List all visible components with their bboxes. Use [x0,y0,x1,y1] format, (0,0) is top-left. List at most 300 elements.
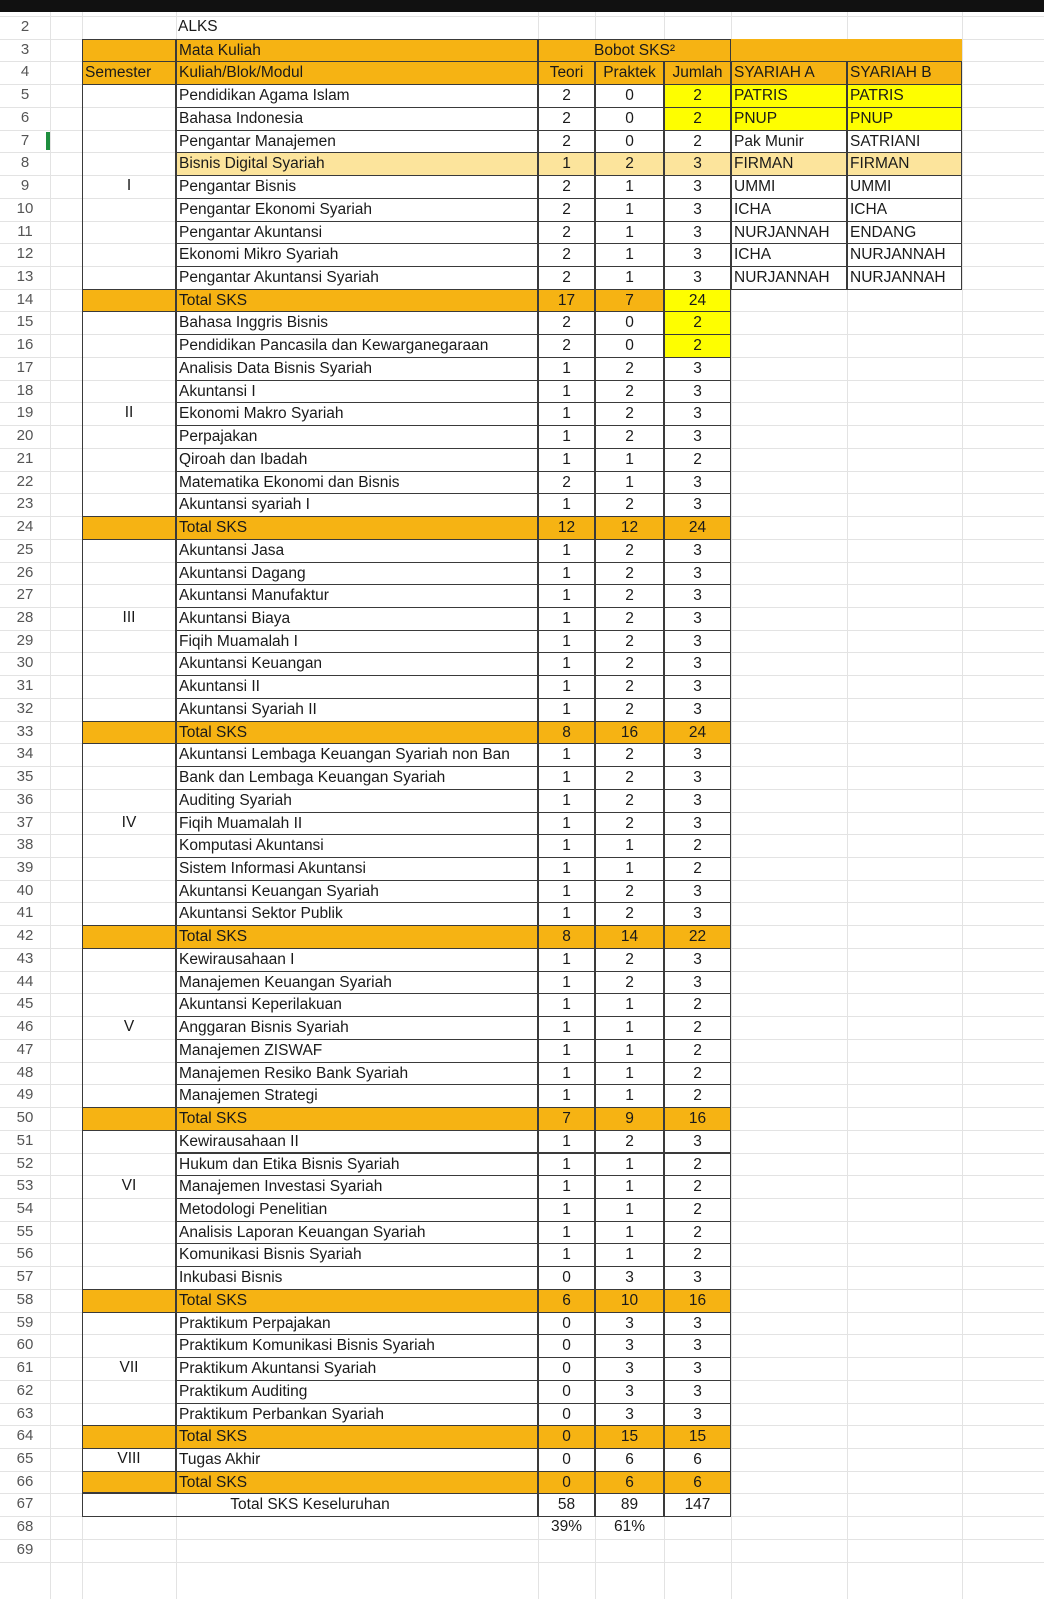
praktek-value[interactable]: 15 [595,1425,664,1449]
jumlah-value[interactable]: 3 [664,698,731,722]
teori-value[interactable]: 1 [538,1016,595,1040]
teori-value[interactable]: 0 [538,1312,595,1336]
course-name[interactable]: Komputasi Akuntansi [176,834,538,858]
praktek-value[interactable]: 1 [595,834,664,858]
semester-cell[interactable] [82,834,176,858]
semester-cell[interactable] [82,789,176,813]
syariah-a-lecturer[interactable]: Pak Munir [731,130,847,154]
jumlah-value[interactable]: 3 [664,425,731,449]
course-name[interactable]: Pendidikan Agama Islam [176,84,538,108]
semester-cell[interactable] [82,857,176,881]
praktek-value[interactable]: 1 [595,1039,664,1063]
teori-value[interactable]: 1 [538,357,595,381]
syariah-a-lecturer[interactable]: UMMI [731,175,847,199]
praktek-value[interactable]: 2 [595,789,664,813]
course-name[interactable]: Pengantar Manajemen [176,130,538,154]
praktek-value[interactable]: 2 [595,402,664,426]
grand-total-jumlah[interactable]: 147 [664,1493,731,1517]
semester-cell[interactable] [82,289,176,313]
teori-value[interactable]: 0 [538,1471,595,1495]
praktek-value[interactable]: 2 [595,880,664,904]
praktek-value[interactable]: 2 [595,425,664,449]
course-name[interactable]: Ekonomi Makro Syariah [176,402,538,426]
semester-cell[interactable] [82,493,176,517]
jumlah-value[interactable]: 3 [664,652,731,676]
teori-value[interactable]: 1 [538,1175,595,1199]
semester-cell[interactable] [82,1153,176,1177]
jumlah-value[interactable]: 3 [664,812,731,836]
course-name[interactable]: Akuntansi syariah I [176,493,538,517]
semester-cell[interactable] [82,380,176,404]
praktek-value[interactable]: 2 [595,357,664,381]
teori-value[interactable]: 1 [538,539,595,563]
jumlah-value[interactable]: 16 [664,1107,731,1131]
semester-cell[interactable] [82,1062,176,1086]
teori-value[interactable]: 2 [538,130,595,154]
jumlah-value[interactable]: 2 [664,84,731,108]
semester-cell[interactable] [82,766,176,790]
grand-total-teori[interactable]: 58 [538,1493,595,1517]
semester-cell[interactable] [82,1221,176,1245]
praktek-value[interactable]: 2 [595,1130,664,1154]
course-name[interactable]: Bisnis Digital Syariah [176,152,538,176]
jumlah-value[interactable]: 2 [664,1016,731,1040]
praktek-value[interactable]: 12 [595,516,664,540]
jumlah-value[interactable]: 2 [664,993,731,1017]
teori-value[interactable]: 2 [538,107,595,131]
course-name[interactable]: Kewirausahaan I [176,948,538,972]
jumlah-value[interactable]: 2 [664,130,731,154]
teori-value[interactable]: 1 [538,1084,595,1108]
semester-cell[interactable] [82,221,176,245]
jumlah-value[interactable]: 24 [664,721,731,745]
semester-cell[interactable] [82,334,176,358]
teori-value[interactable]: 17 [538,289,595,313]
jumlah-value[interactable]: 3 [664,562,731,586]
semester-cell[interactable] [82,948,176,972]
praktek-value[interactable]: 3 [595,1380,664,1404]
semester-cell[interactable] [82,311,176,335]
praktek-value[interactable]: 0 [595,84,664,108]
teori-value[interactable]: 1 [538,675,595,699]
course-name[interactable]: Akuntansi I [176,380,538,404]
teori-value[interactable]: 1 [538,1221,595,1245]
semester-cell[interactable] [82,1266,176,1290]
course-name[interactable]: Analisis Laporan Keuangan Syariah [176,1221,538,1245]
semester-cell[interactable] [82,266,176,290]
jumlah-value[interactable]: 3 [664,471,731,495]
jumlah-value[interactable]: 6 [664,1471,731,1495]
header-jumlah[interactable]: Jumlah [664,61,731,85]
header-teori[interactable]: Teori [538,61,595,85]
praktek-value[interactable]: 6 [595,1471,664,1495]
semester-cell[interactable] [82,471,176,495]
teori-value[interactable]: 2 [538,243,595,267]
syariah-a-lecturer[interactable]: PATRIS [731,84,847,108]
semester-cell[interactable] [82,1403,176,1427]
course-name[interactable]: Sistem Informasi Akuntansi [176,857,538,881]
course-name[interactable]: Fiqih Muamalah I [176,630,538,654]
praktek-value[interactable]: 1 [595,221,664,245]
jumlah-value[interactable]: 3 [664,1130,731,1154]
grand-total-praktek[interactable]: 89 [595,1493,664,1517]
praktek-value[interactable]: 2 [595,743,664,767]
course-name[interactable]: Manajemen ZISWAF [176,1039,538,1063]
header-semester[interactable]: Semester [82,61,176,85]
course-name[interactable]: Manajemen Strategi [176,1084,538,1108]
teori-value[interactable]: 1 [538,1039,595,1063]
jumlah-value[interactable]: 3 [664,630,731,654]
praktek-value[interactable]: 7 [595,289,664,313]
course-name[interactable]: Qiroah dan Ibadah [176,448,538,472]
jumlah-value[interactable]: 2 [664,1175,731,1199]
syariah-b-lecturer[interactable]: NURJANNAH [847,266,962,290]
teori-value[interactable]: 1 [538,380,595,404]
semester-cell[interactable] [82,516,176,540]
semester-label[interactable]: I [126,177,132,195]
teori-value[interactable]: 1 [538,1153,595,1177]
jumlah-value[interactable]: 3 [664,243,731,267]
jumlah-value[interactable]: 3 [664,380,731,404]
teori-value[interactable]: 1 [538,789,595,813]
semester-cell[interactable] [82,1107,176,1131]
praktek-value[interactable]: 1 [595,1016,664,1040]
semester-cell[interactable] [82,630,176,654]
teori-value[interactable]: 1 [538,857,595,881]
course-name[interactable]: Manajemen Investasi Syariah [176,1175,538,1199]
praktek-value[interactable]: 16 [595,721,664,745]
total-sks-label[interactable]: Total SKS [176,1425,538,1449]
jumlah-value[interactable]: 3 [664,1403,731,1427]
semester-cell[interactable] [82,1130,176,1154]
teori-value[interactable]: 2 [538,175,595,199]
teori-value[interactable]: 1 [538,448,595,472]
jumlah-value[interactable]: 15 [664,1425,731,1449]
jumlah-value[interactable]: 2 [664,857,731,881]
teori-value[interactable]: 1 [538,812,595,836]
teori-value[interactable]: 1 [538,402,595,426]
semester-cell[interactable] [82,243,176,267]
teori-percentage[interactable]: 39% [550,1518,583,1536]
jumlah-value[interactable]: 3 [664,675,731,699]
course-name[interactable]: Kewirausahaan II [176,1130,538,1154]
praktek-value[interactable]: 6 [595,1448,664,1472]
course-name[interactable]: Praktikum Komunikasi Bisnis Syariah [176,1334,538,1358]
course-name[interactable]: Akuntansi Jasa [176,539,538,563]
jumlah-value[interactable]: 3 [664,1357,731,1381]
jumlah-value[interactable]: 2 [664,311,731,335]
semester-cell[interactable] [82,539,176,563]
semester-cell[interactable] [82,1425,176,1449]
praktek-value[interactable]: 1 [595,993,664,1017]
teori-value[interactable]: 1 [538,766,595,790]
jumlah-value[interactable]: 2 [664,1062,731,1086]
jumlah-value[interactable]: 3 [664,743,731,767]
course-name[interactable]: Pengantar Ekonomi Syariah [176,198,538,222]
semester-cell[interactable] [82,1289,176,1313]
praktek-value[interactable]: 1 [595,243,664,267]
praktek-value[interactable]: 1 [595,1243,664,1267]
semester-cell[interactable] [82,880,176,904]
praktek-value[interactable]: 2 [595,948,664,972]
teori-value[interactable]: 1 [538,880,595,904]
teori-value[interactable]: 2 [538,311,595,335]
jumlah-value[interactable]: 3 [664,357,731,381]
jumlah-value[interactable]: 2 [664,1221,731,1245]
semester-cell[interactable] [82,743,176,767]
jumlah-value[interactable]: 3 [664,971,731,995]
praktek-value[interactable]: 2 [595,152,664,176]
course-name[interactable]: Pendidikan Pancasila dan Kewarganegaraan [176,334,538,358]
semester-cell[interactable] [82,584,176,608]
header-kuliah-blok-modul[interactable]: Kuliah/Blok/Modul [176,61,538,85]
praktek-value[interactable]: 1 [595,1062,664,1086]
praktek-percentage[interactable]: 61% [613,1518,646,1536]
header-praktek[interactable]: Praktek [595,61,664,85]
teori-value[interactable]: 1 [538,607,595,631]
course-name[interactable]: Auditing Syariah [176,789,538,813]
praktek-value[interactable]: 2 [595,380,664,404]
semester-cell[interactable] [82,84,176,108]
syariah-a-lecturer[interactable]: NURJANNAH [731,266,847,290]
praktek-value[interactable]: 2 [595,584,664,608]
jumlah-value[interactable]: 2 [664,1084,731,1108]
teori-value[interactable]: 1 [538,902,595,926]
header-mata-kuliah[interactable]: Mata Kuliah [176,39,538,63]
praktek-value[interactable]: 1 [595,1084,664,1108]
syariah-a-lecturer[interactable]: FIRMAN [731,152,847,176]
syariah-b-lecturer[interactable]: PATRIS [847,84,962,108]
course-name[interactable]: Perpajakan [176,425,538,449]
praktek-value[interactable]: 2 [595,493,664,517]
teori-value[interactable]: 0 [538,1403,595,1427]
header-syariah-a[interactable]: SYARIAH A [731,61,847,85]
praktek-value[interactable]: 1 [595,471,664,495]
jumlah-value[interactable]: 3 [664,766,731,790]
semester-cell[interactable] [82,1198,176,1222]
semester-label[interactable]: V [123,1018,135,1036]
course-name[interactable]: Akuntansi Dagang [176,562,538,586]
praktek-value[interactable]: 1 [595,857,664,881]
semester-cell[interactable] [82,1084,176,1108]
praktek-value[interactable]: 2 [595,971,664,995]
total-sks-label[interactable]: Total SKS [176,721,538,745]
syariah-b-lecturer[interactable]: FIRMAN [847,152,962,176]
course-name[interactable]: Bahasa Inggris Bisnis [176,311,538,335]
total-sks-label[interactable]: Total SKS [176,925,538,949]
semester-cell[interactable] [82,448,176,472]
semester-label[interactable]: VIII [117,1449,141,1467]
praktek-value[interactable]: 3 [595,1334,664,1358]
semester-cell[interactable] [82,971,176,995]
semester-label[interactable]: VII [119,1359,139,1377]
praktek-value[interactable]: 2 [595,630,664,654]
syariah-b-lecturer[interactable]: ICHA [847,198,962,222]
semester-cell[interactable] [82,1380,176,1404]
syariah-a-lecturer[interactable]: ICHA [731,198,847,222]
semester-cell[interactable] [82,152,176,176]
syariah-b-lecturer[interactable]: PNUP [847,107,962,131]
syariah-a-lecturer[interactable]: ICHA [731,243,847,267]
jumlah-value[interactable]: 6 [664,1448,731,1472]
praktek-value[interactable]: 2 [595,675,664,699]
teori-value[interactable]: 0 [538,1380,595,1404]
course-name[interactable]: Praktikum Perbankan Syariah [176,1403,538,1427]
course-name[interactable]: Manajemen Keuangan Syariah [176,971,538,995]
semester-cell[interactable] [82,130,176,154]
semester-cell[interactable] [82,357,176,381]
jumlah-value[interactable]: 3 [664,493,731,517]
course-name[interactable]: Akuntansi Manufaktur [176,584,538,608]
course-name[interactable]: Praktikum Akuntansi Syariah [176,1357,538,1381]
jumlah-value[interactable]: 3 [664,152,731,176]
semester-cell[interactable] [82,721,176,745]
teori-value[interactable]: 1 [538,630,595,654]
jumlah-value[interactable]: 2 [664,448,731,472]
course-name[interactable]: Praktikum Perpajakan [176,1312,538,1336]
praktek-value[interactable]: 14 [595,925,664,949]
teori-value[interactable]: 1 [538,1130,595,1154]
teori-value[interactable]: 8 [538,925,595,949]
praktek-value[interactable]: 2 [595,562,664,586]
praktek-value[interactable]: 1 [595,266,664,290]
teori-value[interactable]: 0 [538,1266,595,1290]
course-name[interactable]: Manajemen Resiko Bank Syariah [176,1062,538,1086]
course-name[interactable]: Akuntansi II [176,675,538,699]
teori-value[interactable]: 1 [538,562,595,586]
grand-total-label[interactable]: Total SKS Keseluruhan [82,1493,538,1517]
teori-value[interactable]: 1 [538,584,595,608]
teori-value[interactable]: 1 [538,1062,595,1086]
semester-cell[interactable] [82,1312,176,1336]
praktek-value[interactable]: 2 [595,766,664,790]
syariah-b-lecturer[interactable]: NURJANNAH [847,243,962,267]
semester-label[interactable]: III [122,608,136,626]
praktek-value[interactable]: 1 [595,1153,664,1177]
praktek-value[interactable]: 1 [595,1175,664,1199]
praktek-value[interactable]: 0 [595,334,664,358]
praktek-value[interactable]: 3 [595,1266,664,1290]
jumlah-value[interactable]: 2 [664,1039,731,1063]
praktek-value[interactable]: 2 [595,902,664,926]
course-name[interactable]: Komunikasi Bisnis Syariah [176,1243,538,1267]
semester-cell[interactable] [82,562,176,586]
total-sks-label[interactable]: Total SKS [176,289,538,313]
jumlah-value[interactable]: 3 [664,221,731,245]
teori-value[interactable]: 0 [538,1334,595,1358]
teori-value[interactable]: 1 [538,493,595,517]
syariah-a-lecturer[interactable]: NURJANNAH [731,221,847,245]
semester-cell[interactable] [82,198,176,222]
header-bobot-sks[interactable]: Bobot SKS² [538,39,731,63]
jumlah-value[interactable]: 3 [664,1266,731,1290]
jumlah-value[interactable]: 2 [664,1243,731,1267]
praktek-value[interactable]: 1 [595,1198,664,1222]
jumlah-value[interactable]: 2 [664,1198,731,1222]
teori-value[interactable]: 1 [538,993,595,1017]
semester-label[interactable]: IV [121,813,137,831]
teori-value[interactable]: 1 [538,948,595,972]
praktek-value[interactable]: 0 [595,311,664,335]
jumlah-value[interactable]: 16 [664,1289,731,1313]
course-name[interactable]: Hukum dan Etika Bisnis Syariah [176,1153,538,1177]
sheet-title[interactable]: ALKS [178,18,218,35]
jumlah-value[interactable]: 3 [664,1312,731,1336]
jumlah-value[interactable]: 3 [664,607,731,631]
teori-value[interactable]: 1 [538,743,595,767]
semester-label[interactable]: VI [121,1177,137,1195]
semester-cell[interactable] [82,902,176,926]
semester-cell[interactable] [82,993,176,1017]
syariah-a-lecturer[interactable]: PNUP [731,107,847,131]
praktek-value[interactable]: 1 [595,198,664,222]
teori-value[interactable]: 2 [538,198,595,222]
teori-value[interactable]: 2 [538,221,595,245]
praktek-value[interactable]: 2 [595,812,664,836]
course-name[interactable]: Praktikum Auditing [176,1380,538,1404]
jumlah-value[interactable]: 3 [664,1380,731,1404]
total-sks-label[interactable]: Total SKS [176,516,538,540]
course-name[interactable]: Akuntansi Biaya [176,607,538,631]
teori-value[interactable]: 1 [538,1198,595,1222]
teori-value[interactable]: 1 [538,1243,595,1267]
jumlah-value[interactable]: 2 [664,834,731,858]
jumlah-value[interactable]: 24 [664,516,731,540]
teori-value[interactable]: 1 [538,152,595,176]
praktek-value[interactable]: 0 [595,130,664,154]
course-name[interactable]: Pengantar Akuntansi [176,221,538,245]
semester-cell[interactable] [82,1471,176,1495]
course-name[interactable]: Anggaran Bisnis Syariah [176,1016,538,1040]
teori-value[interactable]: 1 [538,425,595,449]
praktek-value[interactable]: 3 [595,1357,664,1381]
course-name[interactable]: Akuntansi Sektor Publik [176,902,538,926]
header-blank-lecturer[interactable] [731,39,962,63]
course-name[interactable]: Pengantar Bisnis [176,175,538,199]
teori-value[interactable]: 1 [538,834,595,858]
course-name[interactable]: Akuntansi Keperilakuan [176,993,538,1017]
praktek-value[interactable]: 1 [595,448,664,472]
semester-cell[interactable] [82,1039,176,1063]
spreadsheet-grid[interactable] [0,12,1044,1599]
semester-cell[interactable] [82,675,176,699]
teori-value[interactable]: 12 [538,516,595,540]
praktek-value[interactable]: 2 [595,698,664,722]
course-name[interactable]: Akuntansi Lembaga Keuangan Syariah non Ban [176,743,538,767]
teori-value[interactable]: 1 [538,698,595,722]
praktek-value[interactable]: 3 [595,1403,664,1427]
jumlah-value[interactable]: 3 [664,902,731,926]
semester-cell[interactable] [82,925,176,949]
course-name[interactable]: Analisis Data Bisnis Syariah [176,357,538,381]
praktek-value[interactable]: 1 [595,1221,664,1245]
jumlah-value[interactable]: 3 [664,266,731,290]
teori-value[interactable]: 2 [538,266,595,290]
jumlah-value[interactable]: 3 [664,402,731,426]
teori-value[interactable]: 6 [538,1289,595,1313]
teori-value[interactable]: 1 [538,971,595,995]
jumlah-value[interactable]: 2 [664,1153,731,1177]
course-name[interactable]: Tugas Akhir [176,1448,538,1472]
teori-value[interactable]: 2 [538,84,595,108]
jumlah-value[interactable]: 2 [664,334,731,358]
jumlah-value[interactable]: 24 [664,289,731,313]
semester-cell[interactable] [82,698,176,722]
course-name[interactable]: Matematika Ekonomi dan Bisnis [176,471,538,495]
teori-value[interactable]: 2 [538,471,595,495]
course-name[interactable]: Akuntansi Keuangan [176,652,538,676]
course-name[interactable]: Bank dan Lembaga Keuangan Syariah [176,766,538,790]
